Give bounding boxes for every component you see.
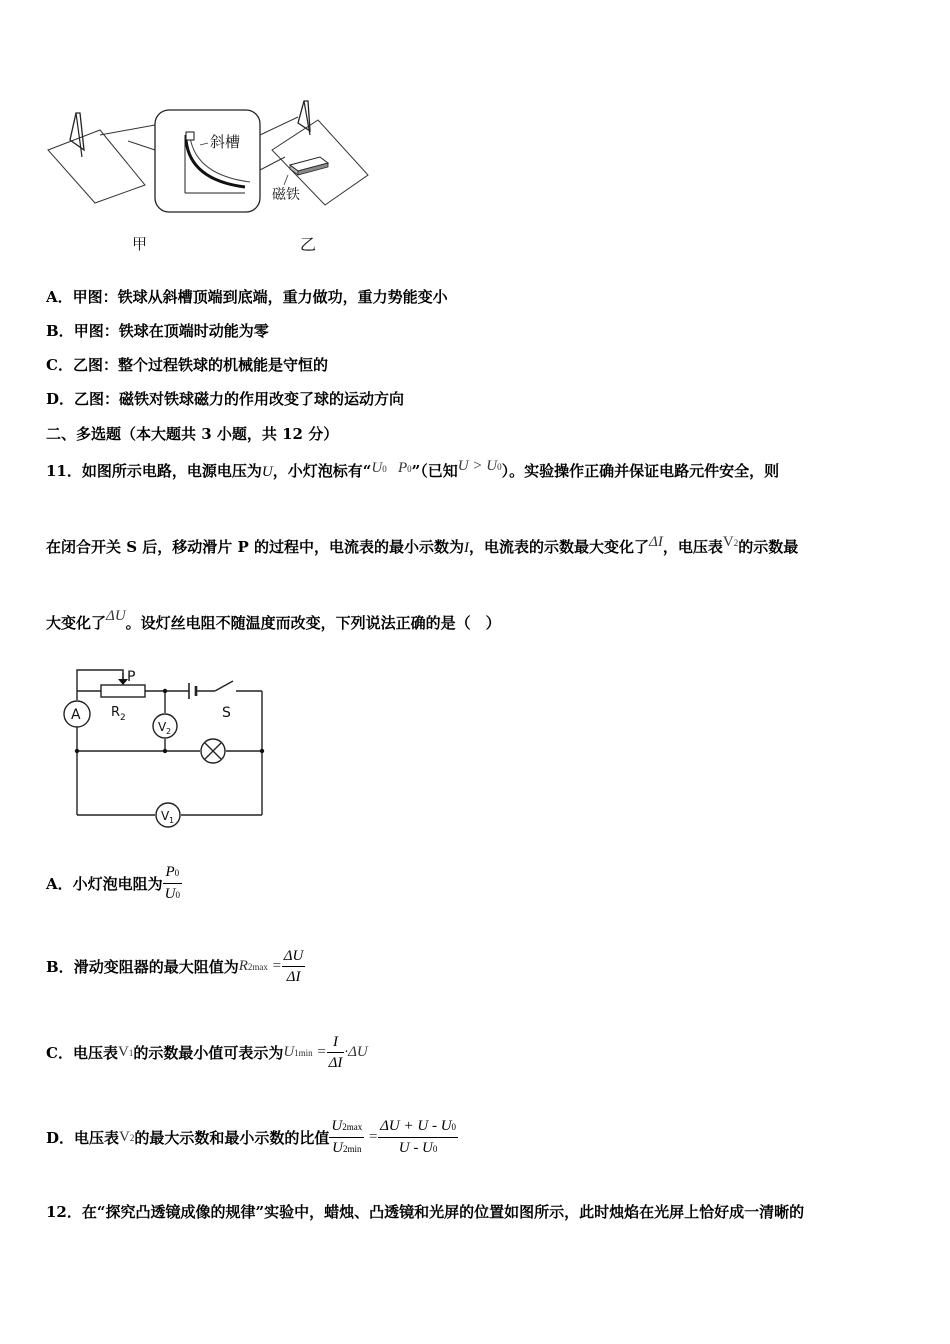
switch-s (215, 681, 233, 691)
svg-text:V: V (158, 720, 167, 734)
q11-option-d[interactable]: D．电压表V2的最大示数和最小示数的比值 $\frac{U2\max}{U2\min}$ = $\frac{\Delta U + U - U0}{U - U0}$ (46, 1116, 458, 1159)
svg-text:2: 2 (166, 727, 172, 736)
caption-jia: 甲 (132, 235, 148, 253)
section-heading: 二、多选题（本大题共 3 小题，共 12 分） (46, 425, 339, 443)
q11-line-3: 大变化了ΔU。设灯丝电阻不随温度而改变，下列说法正确的是（ ） (46, 608, 501, 632)
q10-option-b[interactable]: B．甲图：铁球在顶端时动能为零 (46, 322, 269, 340)
q11-line-2: 在闭合开关 S 后，移动滑片 P 的过程中，电流表的最小示数为I，电流表的示数最大变化了ΔI，电压表V2的示数最 (46, 534, 799, 556)
q10-option-a[interactable]: A．甲图：铁球从斜槽顶端到底端，重力做功，重力势能变小 (46, 288, 448, 306)
label-chute: 斜槽 (210, 133, 241, 151)
q12-stem: 12．在“探究凸透镜成像的规律”实验中，蜡烛、凸透镜和光屏的位置如图所示，此时烛焰在光屏上恰好成一清晰的 (46, 1203, 805, 1221)
zoom-box (155, 110, 260, 212)
formula-r2max: R2max = (238, 958, 282, 974)
rating-u0-p0: U0 P0 (371, 460, 412, 476)
formula-du-over-di: $\frac{\Delta U}{\Delta I}$ (283, 948, 304, 985)
q10-option-c[interactable]: C．乙图：整个过程铁球的机械能是守恒的 (46, 356, 328, 374)
label-magnet: 磁铁 (272, 187, 300, 203)
formula-u2-ratio: $\frac{U2\max}{U2\min}$ (331, 1118, 363, 1156)
condition-u-gt-u0: U > U0 (457, 458, 502, 474)
label-r2: R (111, 705, 121, 720)
formula-p0-over-u0: $\frac{P0}{U0}$ (164, 864, 180, 902)
iron-ball (186, 132, 194, 140)
label-s: S (222, 705, 231, 721)
v2-symbol: V2 (722, 534, 739, 550)
svg-text:V: V (161, 809, 170, 823)
svg-text:1: 1 (169, 816, 175, 825)
q11-option-c[interactable]: C．电压表V1的示数最小值可表示为U1min = $\frac{I}{\Delta I}$ ·ΔU (46, 1034, 368, 1071)
formula-u1min: U1min = (283, 1044, 327, 1060)
left-board (48, 130, 145, 203)
q10-option-d[interactable]: D．乙图：磁铁对铁球磁力的作用改变了球的运动方向 (46, 390, 405, 408)
caption-yi: 乙 (300, 235, 317, 254)
delta-u: ΔU (106, 608, 126, 624)
q11-option-b[interactable]: B．滑动变阻器的最大阻值为R2max = $\frac{\Delta U}{\Delta I}$ (46, 948, 304, 985)
q11-option-a[interactable]: A．小灯泡电阻为 $\frac{P0}{U0}$ (46, 862, 182, 905)
delta-i: ΔI (649, 534, 663, 550)
figure-incline-magnet (40, 95, 380, 265)
q11-line-1: 11．如图所示电路，电源电压为U，小灯泡标有“U0 P0”（已知U > U0）。实验操作正确并保证电路元件安全，则 (46, 458, 780, 480)
rheostat-r2 (101, 685, 145, 697)
svg-text:2: 2 (120, 713, 126, 723)
svg-text:A: A (71, 707, 81, 723)
label-p: P (127, 669, 136, 685)
circuit-diagram (55, 665, 280, 830)
